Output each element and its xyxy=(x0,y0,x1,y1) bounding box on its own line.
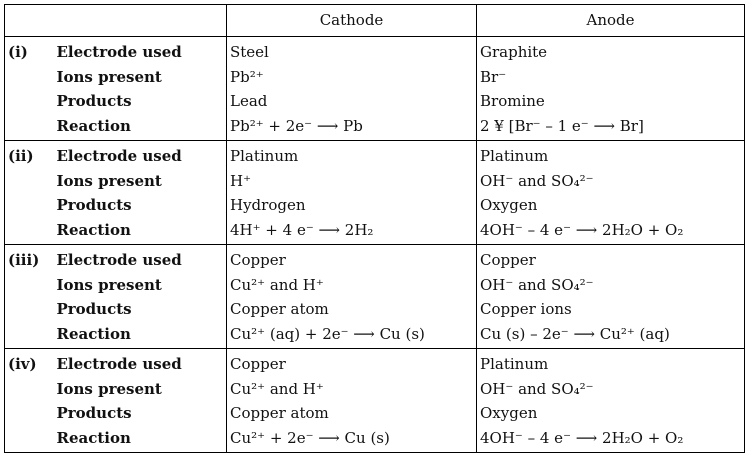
cathode-cell: Pb²⁺ + 2e⁻ ⟶ Pb xyxy=(227,114,477,141)
anode-cell: Br⁻ xyxy=(477,65,745,90)
cathode-cell: Copper xyxy=(227,349,477,377)
group-iii xyxy=(5,245,745,349)
row-label: Ions present xyxy=(56,67,162,86)
table-row xyxy=(5,349,745,377)
cathode-cell: Pb²⁺ xyxy=(227,65,477,90)
table-row xyxy=(5,169,745,194)
cathode-cell: Platinum xyxy=(227,141,477,169)
number-spacer xyxy=(5,65,51,90)
table-row xyxy=(5,37,745,65)
anode-cell: Platinum xyxy=(477,141,745,169)
number-spacer xyxy=(5,377,51,402)
electrolysis-table xyxy=(4,4,745,453)
group-i xyxy=(5,37,745,141)
cathode-cell: Cu²⁺ (aq) + 2e⁻ ⟶ Cu (s) xyxy=(227,322,477,349)
table-row xyxy=(5,377,745,402)
anode-cell: Graphite xyxy=(477,37,745,65)
anode-cell: 4OH⁻ – 4 e⁻ ⟶ 2H₂O + O₂ xyxy=(477,426,745,453)
number-spacer xyxy=(5,89,51,114)
group-number: (iii) xyxy=(5,245,51,273)
header-anode: Anode xyxy=(477,5,745,37)
table-row xyxy=(5,114,745,141)
table-row xyxy=(5,401,745,426)
cathode-cell: Steel xyxy=(227,37,477,65)
table-row xyxy=(5,245,745,273)
cathode-cell: Cu²⁺ and H⁺ xyxy=(227,377,477,402)
anode-cell: Oxygen xyxy=(477,193,745,218)
cathode-cell: H⁺ xyxy=(227,169,477,194)
anode-cell: OH⁻ and SO₄²⁻ xyxy=(477,273,745,298)
group-iv xyxy=(5,349,745,453)
group-number: (i) xyxy=(5,37,51,65)
number-spacer xyxy=(5,401,51,426)
number-spacer xyxy=(5,322,51,349)
row-label: Products xyxy=(56,404,132,422)
row-label: Electrode used xyxy=(56,251,182,269)
anode-cell: 2 ¥ [Br⁻ – 1 e⁻ ⟶ Br] xyxy=(477,114,745,141)
row-label: Reaction xyxy=(56,324,131,343)
row-label: Electrode used xyxy=(56,147,182,165)
anode-cell: Oxygen xyxy=(477,401,745,426)
row-label: Products xyxy=(56,300,132,318)
row-label: Reaction xyxy=(56,428,131,447)
header-row xyxy=(5,5,745,37)
table-row xyxy=(5,297,745,322)
row-label: Products xyxy=(56,92,132,110)
table-row xyxy=(5,89,745,114)
number-spacer xyxy=(5,297,51,322)
group-number: (iv) xyxy=(5,349,51,377)
header-blank-cell xyxy=(5,5,227,37)
row-label: Reaction xyxy=(56,116,131,135)
anode-cell: Platinum xyxy=(477,349,745,377)
header-cathode: Cathode xyxy=(227,5,477,37)
anode-cell: Copper ions xyxy=(477,297,745,322)
anode-cell: OH⁻ and SO₄²⁻ xyxy=(477,377,745,402)
cathode-cell: Copper atom xyxy=(227,297,477,322)
cathode-cell: Copper xyxy=(227,245,477,273)
number-spacer xyxy=(5,114,51,141)
table-row xyxy=(5,322,745,349)
row-label: Products xyxy=(56,196,132,214)
group-ii xyxy=(5,141,745,245)
table-row xyxy=(5,141,745,169)
row-label: Ions present xyxy=(56,275,162,294)
cathode-cell: 4H⁺ + 4 e⁻ ⟶ 2H₂ xyxy=(227,218,477,245)
number-spacer xyxy=(5,218,51,245)
anode-cell: Bromine xyxy=(477,89,745,114)
anode-cell: OH⁻ and SO₄²⁻ xyxy=(477,169,745,194)
row-label: Ions present xyxy=(56,379,162,398)
row-label: Ions present xyxy=(56,171,162,190)
row-label: Electrode used xyxy=(56,43,182,61)
table-row xyxy=(5,273,745,298)
anode-cell: Copper xyxy=(477,245,745,273)
cathode-cell: Cu²⁺ and H⁺ xyxy=(227,273,477,298)
number-spacer xyxy=(5,169,51,194)
table-row xyxy=(5,193,745,218)
cathode-cell: Hydrogen xyxy=(227,193,477,218)
cathode-cell: Copper atom xyxy=(227,401,477,426)
row-label: Reaction xyxy=(56,220,131,239)
number-spacer xyxy=(5,193,51,218)
table-row xyxy=(5,426,745,453)
number-spacer xyxy=(5,273,51,298)
anode-cell: 4OH⁻ – 4 e⁻ ⟶ 2H₂O + O₂ xyxy=(477,218,745,245)
group-number: (ii) xyxy=(5,141,51,169)
number-spacer xyxy=(5,426,51,453)
table-row xyxy=(5,218,745,245)
table-row xyxy=(5,65,745,90)
row-label: Electrode used xyxy=(56,355,182,373)
cathode-cell: Cu²⁺ + 2e⁻ ⟶ Cu (s) xyxy=(227,426,477,453)
anode-cell: Cu (s) – 2e⁻ ⟶ Cu²⁺ (aq) xyxy=(477,322,745,349)
cathode-cell: Lead xyxy=(227,89,477,114)
